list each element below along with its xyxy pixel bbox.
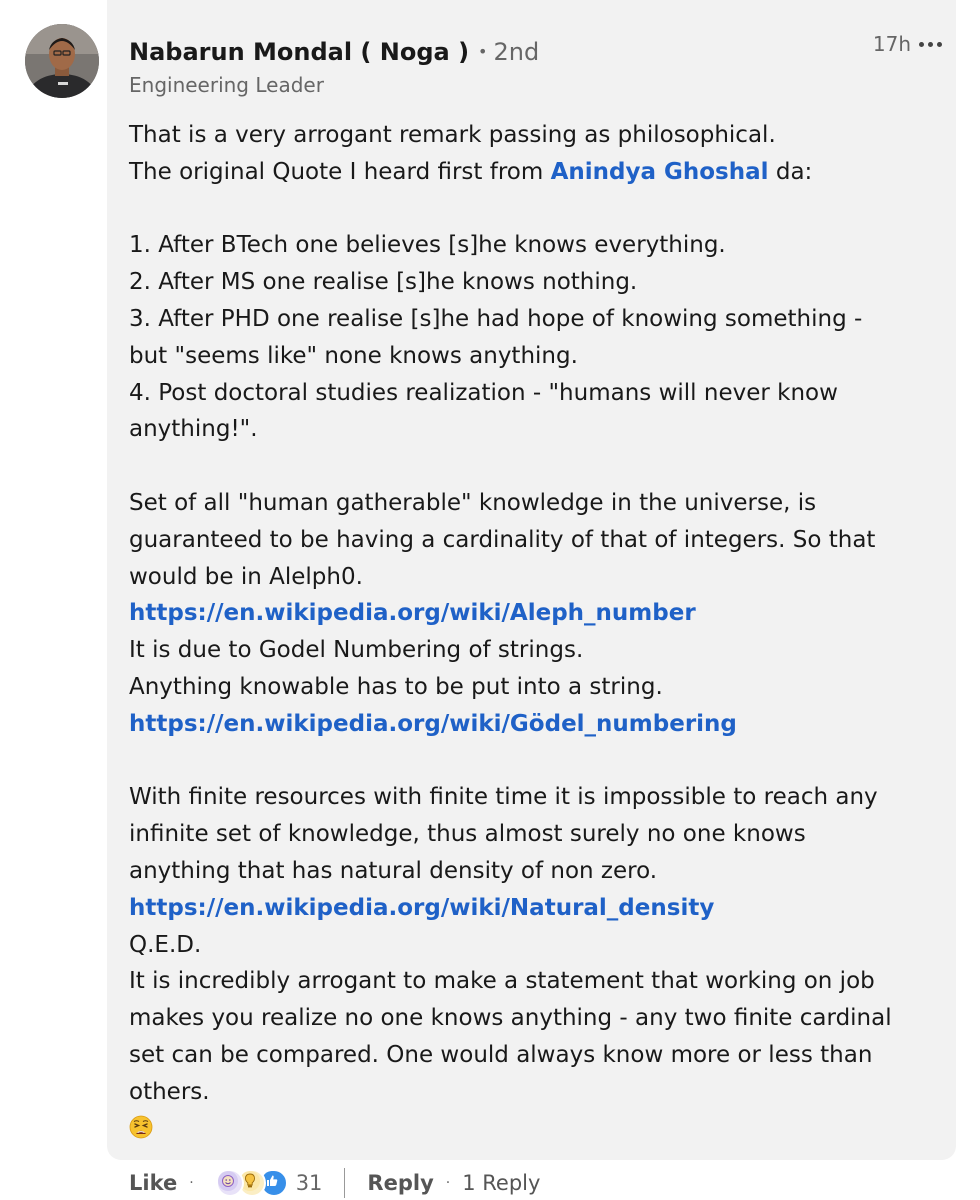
funny-reaction-icon (216, 1169, 244, 1197)
comment-line: It is incredibly arrogant to make a statement that working on job (129, 968, 875, 995)
action-divider (344, 1168, 345, 1198)
godel-numbering-link[interactable]: https://en.wikipedia.org/wiki/Gödel_numbering (129, 710, 737, 737)
blank-line (129, 448, 929, 485)
comment-line (129, 154, 929, 191)
action-dot: · (189, 1175, 194, 1191)
comment-line: Anything knowable has to be put into a string. (129, 673, 663, 700)
reply-count-link[interactable]: 1 Reply (462, 1171, 541, 1195)
comment-line: 3. After PHD one realise [s]he had hope of knowing something - (129, 305, 863, 332)
reactions-summary[interactable] (216, 1169, 323, 1197)
comment-meta (873, 32, 942, 56)
comment-line (129, 706, 929, 743)
comment-text-segment: The original Quote I heard first from (129, 158, 551, 185)
comment-line: anything!". (129, 416, 258, 443)
author-headline: Engineering Leader (129, 73, 324, 97)
comment-line: With finite resources with finite time it is impossible to reach any (129, 784, 878, 811)
comment-line: That is a very arrogant remark passing as philosophical. (129, 122, 776, 148)
comment-line: makes you realize no one knows anything - any two finite cardinal (129, 1005, 892, 1032)
comment-line: Set of all "human gatherable" knowledge in the universe, is (129, 489, 817, 516)
weary-face-icon (129, 1114, 153, 1138)
comment-line (129, 595, 929, 632)
comment-text (129, 117, 929, 1147)
separator-dot: • (478, 42, 488, 61)
comment-actions (129, 1166, 540, 1200)
comment-text-segment: da: (768, 158, 813, 185)
mention-link[interactable]: Anindya Ghoshal (550, 158, 769, 185)
comment-line: 4. Post doctoral studies realization - "humans will never know (129, 379, 838, 406)
comment-line: infinite set of knowledge, thus almost surely no one knows (129, 821, 806, 848)
blank-line (129, 743, 929, 780)
action-dot: · (445, 1175, 451, 1191)
comment-line: It is due to Godel Numbering of strings. (129, 637, 584, 664)
comment-time: 17h (872, 32, 911, 56)
reaction-count: 31 (295, 1171, 323, 1195)
comment-line: others. (129, 1078, 210, 1105)
connection-degree: 2nd (493, 38, 540, 66)
blank-line (129, 191, 929, 228)
reply-button[interactable]: Reply (367, 1171, 434, 1195)
comment-line: Q.E.D. (129, 931, 202, 958)
comment-line (129, 1111, 929, 1148)
comment-line: set can be compared. One would always know more or less than (129, 1041, 873, 1068)
comment-line (129, 890, 929, 927)
author-name[interactable]: Nabarun Mondal ( Noga ) (129, 38, 470, 66)
comment-line: 1. After BTech one believes [s]he knows everything. (129, 232, 726, 259)
aleph-number-link[interactable]: https://en.wikipedia.org/wiki/Aleph_number (129, 600, 696, 627)
comment-line: but "seems like" none knows anything. (129, 342, 578, 369)
comment-line: would be in Alelph0. (129, 563, 363, 590)
comment-line: guaranteed to be having a cardinality of that of integers. So that (129, 526, 876, 553)
natural-density-link[interactable]: https://en.wikipedia.org/wiki/Natural_density (129, 894, 715, 921)
comment-line: anything that has natural density of non zero. (129, 857, 658, 884)
author-line (129, 36, 539, 71)
like-button[interactable]: Like (129, 1171, 178, 1195)
comment-line: 2. After MS one realise [s]he knows nothing. (129, 269, 638, 296)
author-avatar[interactable] (25, 24, 99, 98)
more-options-icon[interactable] (919, 34, 942, 54)
